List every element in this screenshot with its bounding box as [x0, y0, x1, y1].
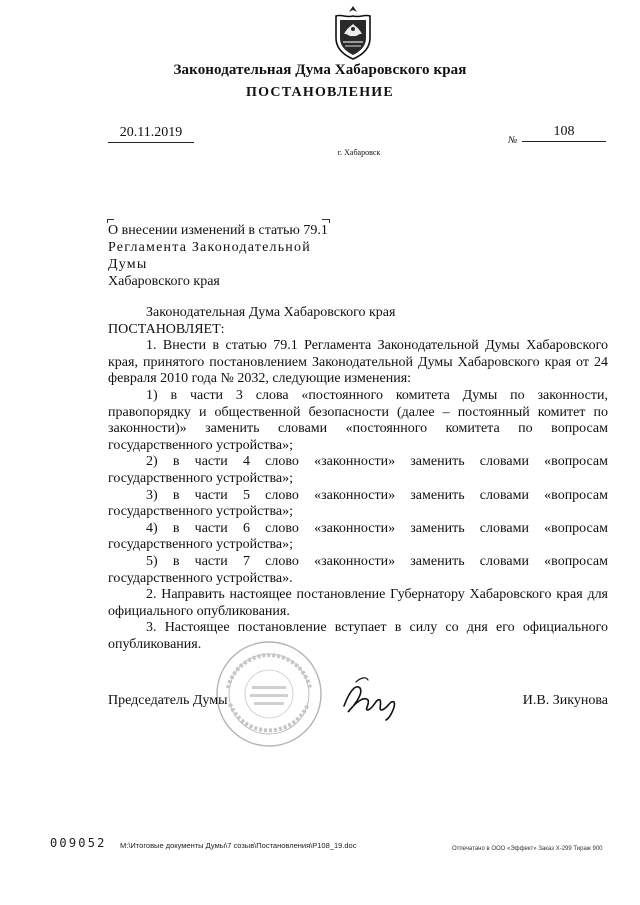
document-body	[108, 305, 608, 653]
document-city: г. Хабаровск	[337, 148, 381, 157]
round-seal-stamp-icon	[214, 638, 324, 750]
document-number: 108	[522, 124, 606, 142]
subject-line-2: Регламента Законодательной Думы	[108, 240, 311, 272]
signatory-name: И.В. Зикунова	[522, 693, 608, 708]
item-5: 5) в части 7 слово «законности» заменить словами «вопросам государственного устройства».	[108, 553, 608, 586]
number-sign: №	[508, 135, 518, 146]
item-2: 2) в части 4 слово «законности» заменить словами «вопросам государственного устройства»;	[108, 454, 608, 486]
document-date: 20.11.2019	[108, 125, 194, 143]
handwritten-signature-icon	[338, 672, 402, 722]
intro-line: Законодательная Дума Хабаровского края	[146, 305, 396, 320]
resolution-word: ПОСТАНОВЛЯЕТ:	[108, 321, 225, 337]
document-type: ПОСТАНОВЛЕНИЕ	[246, 85, 394, 100]
footer-print-note: Отпечатано в ООО «Эффект» Заказ Х-299 Тираж 900	[452, 846, 603, 852]
paragraph-3: 3. Настоящее постановление вступает в силу со дня его официального опубликования.	[108, 620, 608, 652]
organization-name: Законодательная Дума Хабаровского края	[173, 62, 467, 78]
item-1: 1) в части 3 слова «постоянного комитета Думы по законности, правопорядку и общественной безопасности (далее – постоянный комитет по законности)» заменить словами «постоянного комитета по вопросам государственного устройства»;	[108, 387, 608, 453]
paragraph-2: 2. Направить настоящее постановление Губернатору Хабаровского края для официального опубликования.	[108, 587, 608, 619]
coat-of-arms-icon	[330, 4, 376, 60]
paragraph-1: 1. Внести в статью 79.1 Регламента Законодательной Думы Хабаровского края, принятого постановлением Законодательной Думы Хабаровского края от 24 февраля 2010 года № 2032, следующие изменения:	[108, 338, 608, 387]
item-3: 3) в части 5 слово «законности» заменить словами «вопросам государственного устройства»;	[108, 487, 608, 520]
subject-line-1: О внесении изменений в статью 79.1	[108, 223, 328, 238]
subject-line-3: Хабаровского края	[108, 274, 220, 289]
document-subject	[108, 222, 348, 290]
footer-code: 009052	[50, 836, 107, 850]
item-4: 4) в части 6 слово «законности» заменить словами «вопросам государственного устройства»;	[108, 520, 608, 553]
footer-file-path: M:\Итоговые документы Думы\7 созыв\Постановления\P108_19.doc	[120, 841, 357, 850]
signatory-title: Председатель Думы	[108, 693, 228, 708]
